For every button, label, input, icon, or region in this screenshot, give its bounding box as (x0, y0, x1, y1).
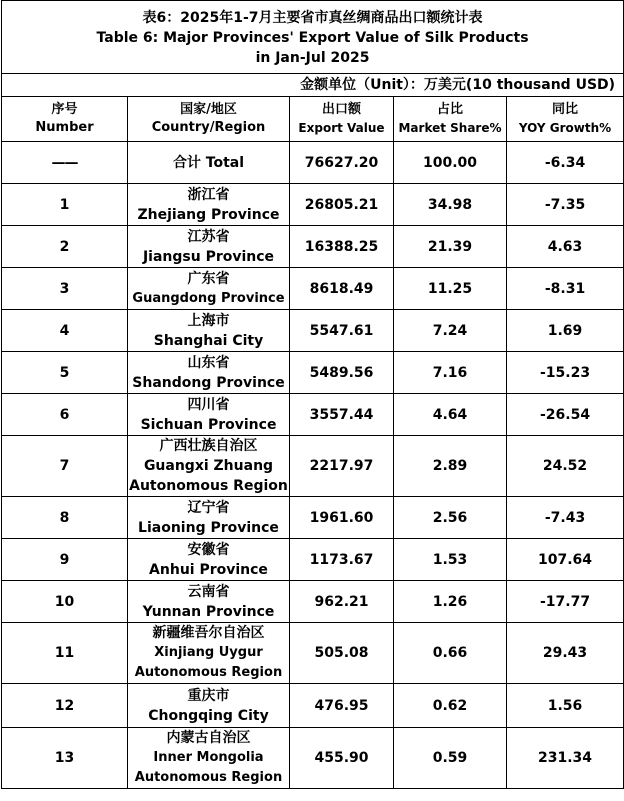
table-row (2, 394, 624, 436)
region-name-en: Sichuan Province (140, 416, 277, 433)
row-export: 962.21 (290, 581, 394, 623)
total-region: 合计 Total (128, 142, 290, 184)
total-export: 76627.20 (290, 142, 394, 184)
table-title-cn: 表6：2025年1-7月主要省市真丝绸商品出口额统计表 (142, 10, 483, 26)
table-title-row (2, 1, 624, 74)
region-name-en: Liaoning Province (138, 519, 279, 536)
region-name-en: Chongqing City (148, 707, 269, 724)
total-yoy: -6.34 (507, 142, 624, 184)
region-name-cn: 山东省 (187, 354, 230, 371)
row-yoy: 231.34 (507, 728, 624, 789)
row-share: 7.16 (394, 352, 507, 394)
total-number: —— (2, 142, 128, 184)
table-row (2, 497, 624, 539)
header-yoy-en: YOY Growth% (518, 121, 612, 135)
header-region-cn: 国家/地区 (180, 102, 237, 117)
header-share (394, 97, 507, 142)
row-yoy: 1.56 (507, 684, 624, 728)
row-region (128, 310, 290, 352)
row-number: 8 (2, 497, 128, 539)
row-yoy: 29.43 (507, 623, 624, 684)
row-region (128, 497, 290, 539)
row-share: 1.26 (394, 581, 507, 623)
row-export: 5489.56 (290, 352, 394, 394)
region-name-en: Zhejiang Province (137, 206, 280, 223)
region-name-en: Shanghai City (153, 332, 264, 349)
row-yoy: -7.35 (507, 184, 624, 226)
row-number: 13 (2, 728, 128, 789)
table-row (2, 436, 624, 497)
row-share: 0.66 (394, 623, 507, 684)
region-name-cn: 云南省 (187, 583, 230, 600)
row-yoy: -8.31 (507, 268, 624, 310)
region-name-en: Xinjiang Uygur (154, 645, 263, 660)
row-share: 34.98 (394, 184, 507, 226)
region-name-en: Guangxi Zhuang (143, 458, 274, 474)
row-number: 11 (2, 623, 128, 684)
row-export: 3557.44 (290, 394, 394, 436)
row-region (128, 268, 290, 310)
region-name-cn: 辽宁省 (187, 499, 230, 516)
row-share: 0.59 (394, 728, 507, 789)
table-row (2, 581, 624, 623)
row-export: 8618.49 (290, 268, 394, 310)
region-name-cn: 广东省 (187, 270, 230, 287)
header-share-en: Market Share% (398, 121, 502, 135)
table-row (2, 728, 624, 789)
region-name-en: Jiangsu Province (142, 248, 275, 265)
header-export (290, 97, 394, 142)
row-export: 2217.97 (290, 436, 394, 497)
row-yoy: -7.43 (507, 497, 624, 539)
region-name-cn: 安徽省 (187, 541, 230, 558)
row-export: 16388.25 (290, 226, 394, 268)
region-name-en-line2: Autonomous Region (134, 665, 283, 680)
row-yoy: -17.77 (507, 581, 624, 623)
row-region (128, 436, 290, 497)
row-number: 2 (2, 226, 128, 268)
table-row (2, 310, 624, 352)
row-yoy: 24.52 (507, 436, 624, 497)
region-name-cn: 广西壮族自治区 (159, 438, 258, 454)
row-region (128, 352, 290, 394)
region-name-en: Yunnan Province (142, 603, 275, 620)
region-name-en-line2: Autonomous Region (134, 770, 283, 785)
row-region (128, 684, 290, 728)
region-name-en: Guangdong Province (132, 290, 285, 306)
region-name-cn: 重庆市 (187, 687, 230, 704)
table-row (2, 268, 624, 310)
row-export: 476.95 (290, 684, 394, 728)
region-name-cn: 四川省 (187, 396, 230, 413)
unit-row (2, 74, 624, 97)
unit-label: 金额单位（Unit）：万美元(10 thousand USD) (2, 74, 624, 97)
region-name-cn: 新疆维吾尔自治区 (152, 625, 265, 641)
header-row (2, 97, 624, 142)
row-number: 9 (2, 539, 128, 581)
row-number: 3 (2, 268, 128, 310)
row-share: 7.24 (394, 310, 507, 352)
region-name-cn: 内蒙古自治区 (166, 730, 251, 746)
header-number-en: Number (35, 120, 94, 135)
total-share: 100.00 (394, 142, 507, 184)
row-export: 5547.61 (290, 310, 394, 352)
row-share: 4.64 (394, 394, 507, 436)
total-row (2, 142, 624, 184)
row-share: 1.53 (394, 539, 507, 581)
region-name-en: Shandong Province (132, 374, 285, 391)
region-name-en: Inner Mongolia (153, 750, 264, 765)
row-region (128, 394, 290, 436)
table-row (2, 184, 624, 226)
row-number: 6 (2, 394, 128, 436)
row-export: 1173.67 (290, 539, 394, 581)
row-region (128, 184, 290, 226)
header-number-cn: 序号 (51, 102, 78, 117)
row-number: 7 (2, 436, 128, 497)
header-export-cn: 出口额 (321, 102, 361, 117)
data-rows (2, 184, 624, 789)
header-region-en: Country/Region (151, 120, 266, 135)
header-number (2, 97, 128, 142)
table-row (2, 352, 624, 394)
row-region (128, 226, 290, 268)
table-title-en: Table 6: Major Provinces' Export Value of Silk Products (96, 30, 529, 46)
header-yoy-cn: 同比 (552, 102, 579, 117)
row-region (128, 539, 290, 581)
row-yoy: -26.54 (507, 394, 624, 436)
region-name-cn: 上海市 (187, 312, 230, 329)
header-yoy (507, 97, 624, 142)
row-yoy: 1.69 (507, 310, 624, 352)
row-share: 21.39 (394, 226, 507, 268)
row-share: 0.62 (394, 684, 507, 728)
row-export: 455.90 (290, 728, 394, 789)
table-row (2, 539, 624, 581)
table-row (2, 684, 624, 728)
row-region (128, 728, 290, 789)
row-yoy: 107.64 (507, 539, 624, 581)
table-row (2, 226, 624, 268)
region-name-en-line2: Autonomous Region (129, 478, 288, 494)
row-number: 5 (2, 352, 128, 394)
row-share: 2.89 (394, 436, 507, 497)
table-title-en-2: in Jan-Jul 2025 (255, 50, 370, 66)
row-share: 11.25 (394, 268, 507, 310)
header-export-en: Export Value (298, 121, 385, 135)
silk-export-table (1, 0, 624, 789)
row-yoy: 4.63 (507, 226, 624, 268)
row-number: 4 (2, 310, 128, 352)
row-region (128, 581, 290, 623)
row-export: 505.08 (290, 623, 394, 684)
header-region (128, 97, 290, 142)
region-name-cn: 浙江省 (187, 186, 230, 203)
row-number: 1 (2, 184, 128, 226)
table-row (2, 623, 624, 684)
row-number: 10 (2, 581, 128, 623)
region-name-en: Anhui Province (149, 561, 268, 578)
row-export: 1961.60 (290, 497, 394, 539)
row-number: 12 (2, 684, 128, 728)
row-yoy: -15.23 (507, 352, 624, 394)
row-export: 26805.21 (290, 184, 394, 226)
row-share: 2.56 (394, 497, 507, 539)
header-share-cn: 占比 (436, 102, 463, 117)
row-region (128, 623, 290, 684)
region-name-cn: 江苏省 (187, 228, 230, 245)
